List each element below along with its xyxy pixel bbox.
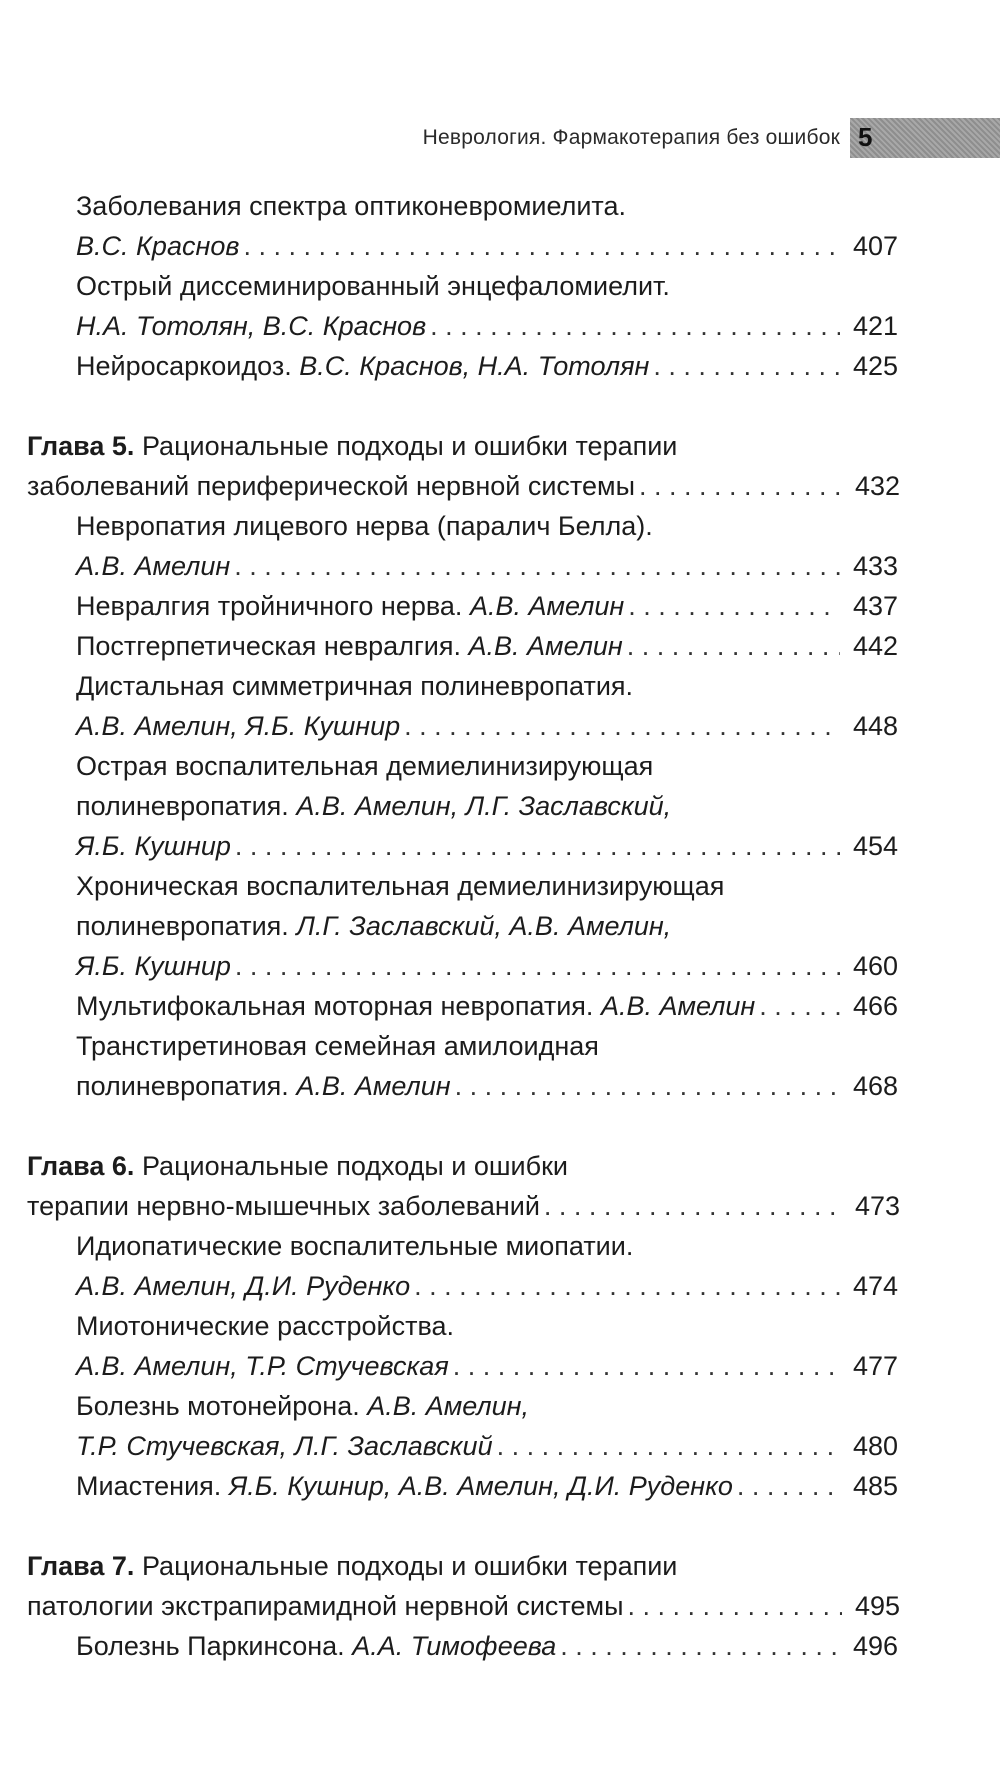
chapter-heading-cont: патологии экстрапирамидной нервной системы . . . 495 [0,1586,1000,1626]
chapter-heading: Глава 6. Рациональные подходы и ошибки [27,1151,568,1181]
running-title: Неврология. Фармакотерапия без ошибок [422,126,840,149]
toc-entry-title: Болезнь мотонейрона. А.В. Амелин, [76,1391,529,1421]
page-ref: 425 [852,351,898,381]
toc-entry: А.В. Амелин, Я.Б. Кушнир . . . 448 [0,706,1000,746]
toc-entry: Т.Р. Стучевская, Л.Г. Заславский . . . 480 [0,1426,1000,1466]
toc-entry-title: полиневропатия. А.В. Амелин, Л.Г. Заславский, [76,791,672,821]
toc-entry-title: Миотонические расстройства. [76,1311,454,1341]
toc-entry-title: Невропатия лицевого нерва (паралич Белла). [76,511,653,541]
page-ref: 437 [852,591,898,621]
toc-entry: Я.Б. Кушнир . . . 454 [0,826,1000,866]
chapter-heading: Глава 7. Рациональные подходы и ошибки терапии [27,1551,678,1581]
toc-entry: А.В. Амелин, Д.И. Руденко . . . 474 [0,1266,1000,1306]
page-number-tab [850,118,1000,158]
table-of-contents [0,186,1000,1666]
toc-entry: А.В. Амелин, Т.Р. Стучевская . . . 477 [0,1346,1000,1386]
toc-entry-title: Идиопатические воспалительные миопатии. [76,1231,634,1261]
page-ref: 485 [852,1471,898,1501]
toc-entry: В.С. Краснов . . . 407 [0,226,1000,266]
page-ref: 496 [852,1631,898,1661]
chapter-label: Глава 6. [27,1151,135,1181]
page-ref: 474 [852,1271,898,1301]
toc-entry: Н.А. Тотолян, В.С. Краснов . . . 421 [0,306,1000,346]
toc-entry: Болезнь Паркинсона. А.А. Тимофеева . . . 496 [0,1626,1000,1666]
page-ref: 473 [854,1191,900,1221]
page-ref: 480 [852,1431,898,1461]
page-ref: 433 [852,551,898,581]
toc-entry: полиневропатия. А.В. Амелин . . . 468 [0,1066,1000,1106]
page-ref: 407 [852,231,898,261]
chapter-label: Глава 7. [27,1551,135,1581]
page-ref: 442 [852,631,898,661]
toc-entry: Нейросаркоидоз. В.С. Краснов, Н.А. Тотолян . . . 425 [0,346,1000,386]
toc-entry-title: Хроническая воспалительная демиелинизирующая [76,871,725,901]
chapter-heading-cont: заболеваний периферической нервной системы . . . 432 [0,466,1000,506]
toc-entry-title: Дистальная симметричная полиневропатия. [76,671,634,701]
page-ref: 466 [852,991,898,1021]
page-number: 5 [858,122,873,152]
toc-entry: А.В. Амелин . . . 433 [0,546,1000,586]
toc-entry-title: Острый диссеминированный энцефаломиелит. [76,271,670,301]
chapter-label: Глава 5. [27,431,135,461]
page-ref: 432 [854,471,900,501]
toc-entry: Постгерпетическая невралгия. А.В. Амелин . . . 442 [0,626,1000,666]
page-ref: 421 [852,311,898,341]
page-ref: 477 [852,1351,898,1381]
page-ref: 454 [852,831,898,861]
toc-entry-title: Острая воспалительная демиелинизирующая [76,751,654,781]
page-ref: 468 [852,1071,898,1101]
toc-entry-title: Заболевания спектра оптиконевромиелита. [76,191,627,221]
chapter-heading-cont: терапии нервно-мышечных заболеваний . . . 473 [0,1186,1000,1226]
page-header [0,118,1000,162]
toc-entry: Миастения. Я.Б. Кушнир, А.В. Амелин, Д.И. Руденко . . . 485 [0,1466,1000,1506]
toc-entry: Мультифокальная моторная невропатия. А.В. Амелин . . . 466 [0,986,1000,1026]
toc-entry-title: полиневропатия. Л.Г. Заславский, А.В. Амелин, [76,911,672,941]
toc-entry-title: Транстиретиновая семейная амилоидная [76,1031,599,1061]
page-ref: 460 [852,951,898,981]
toc-entry: Я.Б. Кушнир . . . 460 [0,946,1000,986]
chapter-heading: Глава 5. Рациональные подходы и ошибки терапии [27,431,678,461]
page-ref: 495 [854,1591,900,1621]
page-ref: 448 [852,711,898,741]
toc-entry: Невралгия тройничного нерва. А.В. Амелин . . . 437 [0,586,1000,626]
